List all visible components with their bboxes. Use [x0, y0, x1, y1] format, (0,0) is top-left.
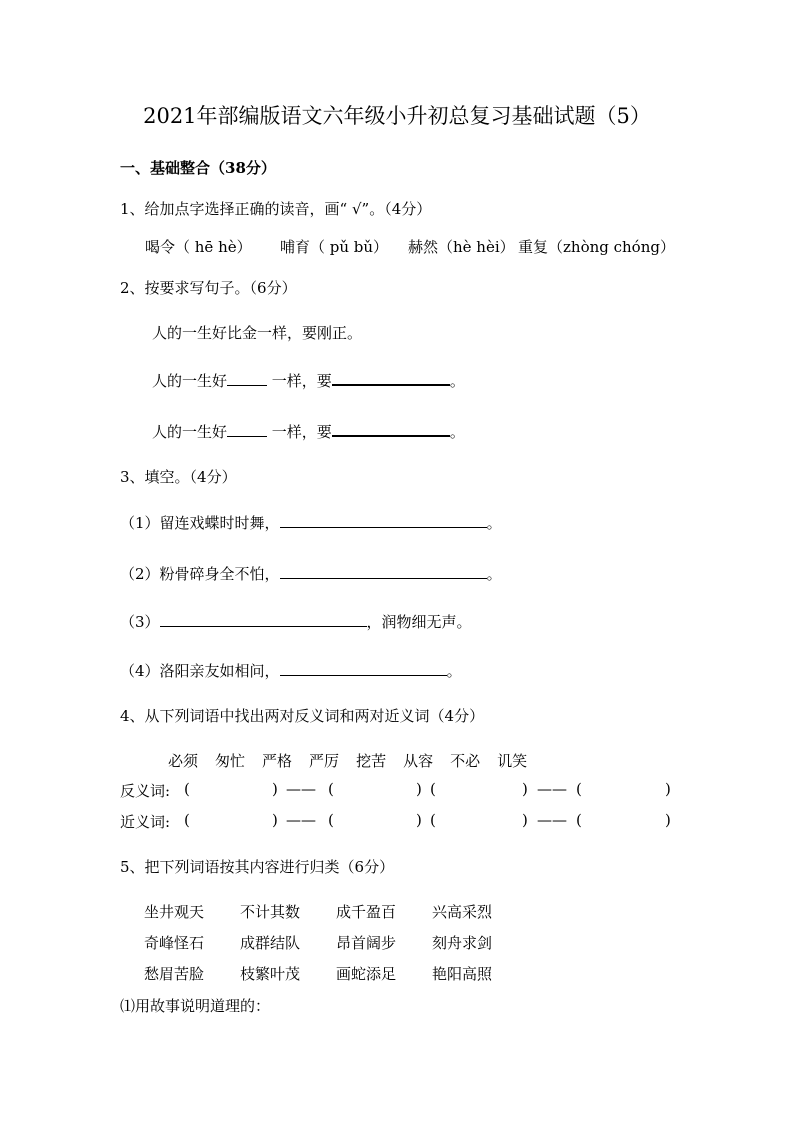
q5-idiom-row-1 — [144, 901, 564, 921]
q3-blank-3[interactable] — [160, 612, 367, 627]
q3-item-3 — [120, 611, 472, 632]
paren-close: ) — [665, 780, 671, 798]
idiom: 刻舟求剑 — [432, 934, 493, 952]
paren-close: ) — [665, 811, 671, 829]
paren-close: ) — [272, 780, 278, 798]
q3-blank-4[interactable] — [280, 661, 447, 676]
q4-word: 严厉 — [309, 752, 340, 770]
q3-item-end: 。 — [486, 514, 502, 532]
paren-close: ) — [416, 811, 422, 829]
q1-option-4[interactable]: 重复（zhòng chóng） — [518, 238, 675, 256]
idiom: 成千盈百 — [336, 903, 397, 921]
q1-option-3[interactable]: 赫然（hè hèi） — [408, 238, 515, 256]
q2-line-end: 。 — [449, 423, 465, 441]
dash: —— — [286, 780, 316, 798]
paren-open: ( — [430, 811, 436, 829]
question-1-prompt: 1、给加点字选择正确的读音，画“ √”。（4分） — [120, 200, 432, 218]
q2-line-end: 。 — [449, 372, 465, 390]
q2-line-text-a: 人的一生好 — [152, 423, 228, 441]
section-heading: 一、基础整合（38分） — [120, 159, 276, 177]
q4-word: 从容 — [403, 752, 434, 770]
q3-item-number: （4） — [120, 662, 160, 680]
q4-antonym-row — [120, 780, 680, 800]
q3-item-2 — [120, 563, 502, 584]
q3-item-number: （3） — [120, 613, 160, 631]
q4-word: 挖苦 — [356, 752, 387, 770]
paren-open: ( — [576, 811, 582, 829]
paren-open: ( — [184, 780, 190, 798]
paren-open: ( — [430, 780, 436, 798]
paren-open: ( — [328, 811, 334, 829]
q5-idiom-row-2 — [144, 932, 564, 952]
q2-line-text-a: 人的一生好 — [152, 372, 228, 390]
q4-word: 必须 — [168, 752, 199, 770]
question-4-prompt: 4、从下列词语中找出两对反义词和两对近义词（4分） — [120, 707, 485, 725]
q2-line-text-b: 一样，要 — [271, 372, 332, 390]
q4-word: 匆忙 — [215, 752, 246, 770]
q2-blank-2b[interactable] — [332, 421, 450, 437]
q4-word: 讥笑 — [497, 752, 528, 770]
q3-item-end: 。 — [446, 662, 462, 680]
paren-close: ) — [522, 780, 528, 798]
antonym-blank-1[interactable] — [192, 780, 272, 798]
q3-item-1 — [120, 512, 502, 533]
paren-open: ( — [184, 811, 190, 829]
synonym-label: 近义词: — [120, 813, 171, 831]
synonym-blank-4[interactable] — [584, 811, 664, 829]
antonym-blank-4[interactable] — [584, 780, 664, 798]
paren-close: ) — [522, 811, 528, 829]
q3-item-text: 留连戏蝶时时舞， — [159, 514, 280, 532]
paren-open: ( — [328, 780, 334, 798]
page-title: 2021年部编版语文六年级小升初总复习基础试题（5） — [143, 104, 651, 128]
antonym-blank-2[interactable] — [336, 780, 416, 798]
idiom: 画蛇添足 — [336, 965, 397, 983]
q2-line-text-b: 一样，要 — [271, 423, 332, 441]
q2-example-sentence: 人的一生好比金一样，要刚正。 — [152, 324, 363, 342]
antonym-blank-3[interactable] — [438, 780, 518, 798]
dash: —— — [537, 811, 567, 829]
question-3-prompt: 3、填空。（4分） — [120, 468, 237, 486]
q4-word: 不必 — [450, 752, 481, 770]
q5-subquestion-1: ⑴用故事说明道理的： — [120, 997, 271, 1015]
q4-word: 严格 — [262, 752, 293, 770]
q2-blank-1b[interactable] — [332, 370, 450, 386]
q4-synonym-row — [120, 811, 680, 831]
idiom: 奇峰怪石 — [144, 934, 205, 952]
idiom: 枝繁叶茂 — [240, 965, 301, 983]
q3-item-4 — [120, 660, 462, 681]
q1-option-2[interactable]: 哺育（ pǔ bǔ） — [280, 238, 389, 256]
dash: —— — [286, 811, 316, 829]
q3-blank-1[interactable] — [280, 513, 487, 528]
q2-answer-line-1 — [152, 370, 465, 391]
q2-blank-1a[interactable] — [227, 371, 267, 386]
q2-blank-2a[interactable] — [227, 422, 267, 437]
q1-option-1[interactable]: 喝令（ hē hè） — [145, 238, 252, 256]
q3-item-end: ，润物细无声。 — [366, 613, 472, 631]
q4-word-bank — [168, 750, 544, 771]
dash: —— — [537, 780, 567, 798]
idiom: 愁眉苦脸 — [144, 965, 205, 983]
paren-close: ) — [272, 811, 278, 829]
paren-open: ( — [576, 780, 582, 798]
q2-answer-line-2 — [152, 421, 465, 442]
q3-item-text: 洛阳亲友如相问， — [159, 662, 280, 680]
idiom: 成群结队 — [240, 934, 301, 952]
q3-item-text: 粉骨碎身全不怕， — [159, 565, 280, 583]
q3-item-number: （2） — [120, 565, 160, 583]
idiom: 不计其数 — [240, 903, 301, 921]
antonym-label: 反义词: — [120, 782, 171, 800]
q3-item-number: （1） — [120, 514, 160, 532]
question-5-prompt: 5、把下列词语按其内容进行归类（6分） — [120, 858, 395, 876]
idiom: 昂首阔步 — [336, 934, 397, 952]
question-2-prompt: 2、按要求写句子。（6分） — [120, 279, 297, 297]
idiom: 兴高采烈 — [432, 903, 493, 921]
synonym-blank-3[interactable] — [438, 811, 518, 829]
synonym-blank-2[interactable] — [336, 811, 416, 829]
idiom: 坐井观天 — [144, 903, 205, 921]
q5-idiom-row-3 — [144, 963, 564, 983]
paren-close: ) — [416, 780, 422, 798]
q3-blank-2[interactable] — [280, 564, 487, 579]
q3-item-end: 。 — [486, 565, 502, 583]
synonym-blank-1[interactable] — [192, 811, 272, 829]
idiom: 艳阳高照 — [432, 965, 493, 983]
